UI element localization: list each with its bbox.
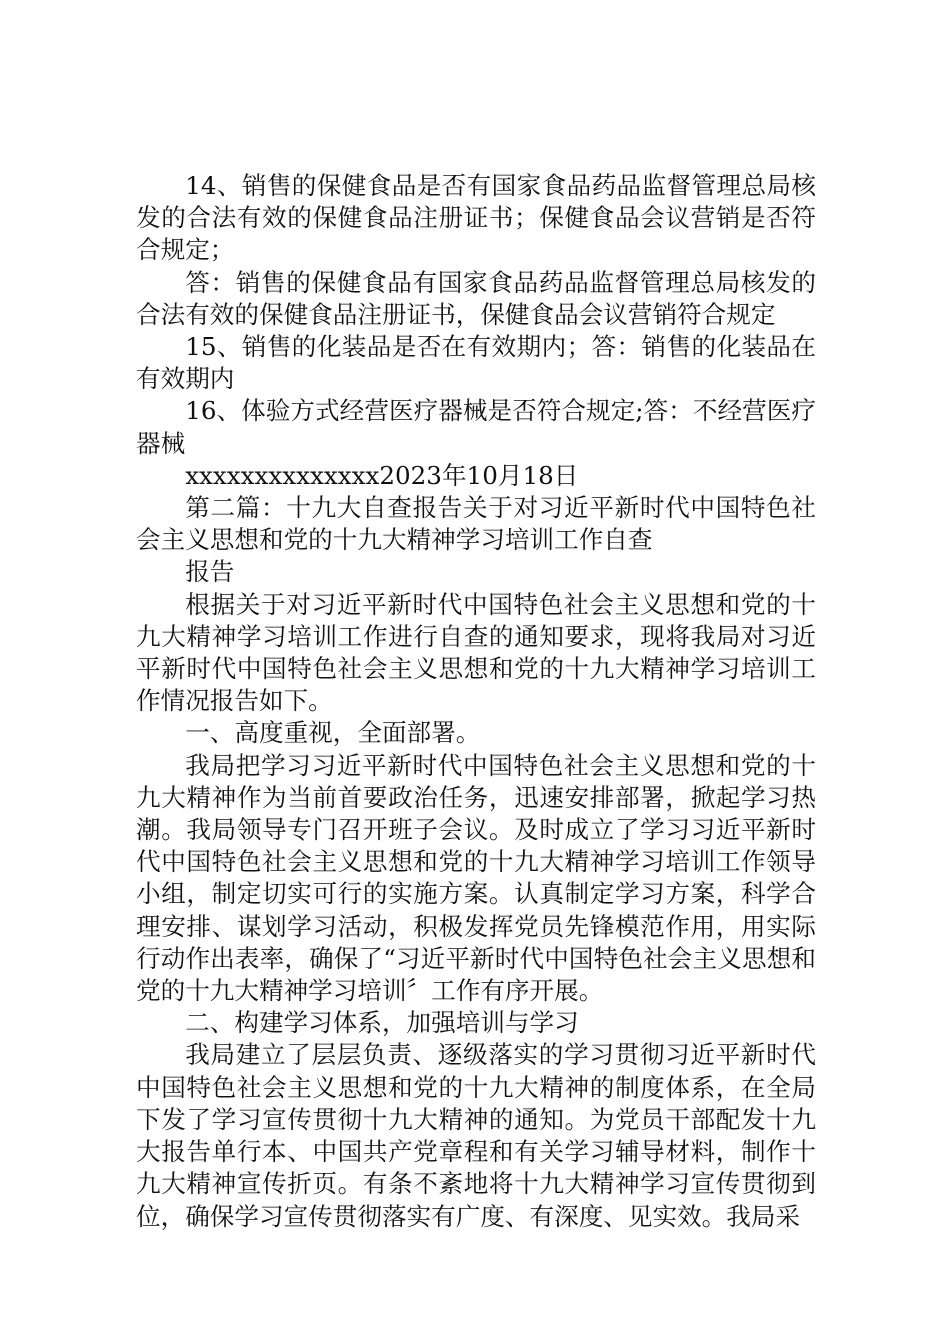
intro-paragraph: 根据关于对习近平新时代中国特色社会主义思想和党的十九大精神学习培训工作进行自查的通知要求，现将我局对习近平新时代中国特色社会主义思想和党的十九大精神学习培训工作情况报告如下。 <box>136 589 816 716</box>
body-paragraph-two: 我局建立了层层负责、逐级落实的学习贯彻习近平新时代中国特色社会主义思想和党的十九大精神的制度体系，在全局下发了学习宣传贯彻十九大精神的通知。为党员干部配发十九大报告单行本、中国共产党章程和有关学习辅导材料，制作十九大精神宣传折页。有条不紊地将十九大精神学习宣传贯彻到位，确保学习宣传贯彻落实有广度、有深度、见实效。我局采 <box>136 1040 816 1231</box>
heading-one: 一、高度重视，全面部署。 <box>185 718 481 748</box>
paragraph-item-14: 14、销售的保健食品是否有国家食品药品监督管理总局核发的合法有效的保健食品注册证书；保健食品会议营销是否符合规定； <box>136 171 816 265</box>
body-paragraph-one: 我局把学习习近平新时代中国特色社会主义思想和党的十九大精神作为当前首要政治任务，迅速安排部署，掀起学习热潮。我局领导专门召开班子会议。及时成立了学习习近平新时代中国特色社会主义思想和党的十九大精神学习培训工作领导小组，制定切实可行的实施方案。认真制定学习方案，科学合理安排、谋划学习活动，积极发挥党员先锋模范作用，用实际行动作出表率，确保了“习近平新时代中国特色社会主义思想和党的十九大精神学习培训〞工作有序开展。 <box>136 750 816 1006</box>
section-title: 第二篇：十九大自查报告关于对习近平新时代中国特色社会主义思想和党的十九大精神学习培训工作自查 <box>136 493 816 555</box>
paragraph-answer-14: 答：销售的保健食品有国家食品药品监督管理总局核发的合法有效的保健食品注册证书，保健食品会议营销符合规定 <box>136 267 816 329</box>
paragraph-item-15: 15、销售的化装品是否在有效期内；答：销售的化装品在有效期内 <box>136 332 816 394</box>
signature-date-line: xxxxxxxxxxxxxx2023年10月18日 <box>185 460 579 490</box>
paragraph-item-16: 16、体验方式经营医疗器械是否符合规定;答：不经营医疗器械 <box>136 396 816 458</box>
section-title-continuation: 报告 <box>185 557 235 587</box>
document-body <box>136 170 816 1233</box>
heading-two: 二、构建学习体系，加强培训与学习 <box>185 1008 579 1038</box>
